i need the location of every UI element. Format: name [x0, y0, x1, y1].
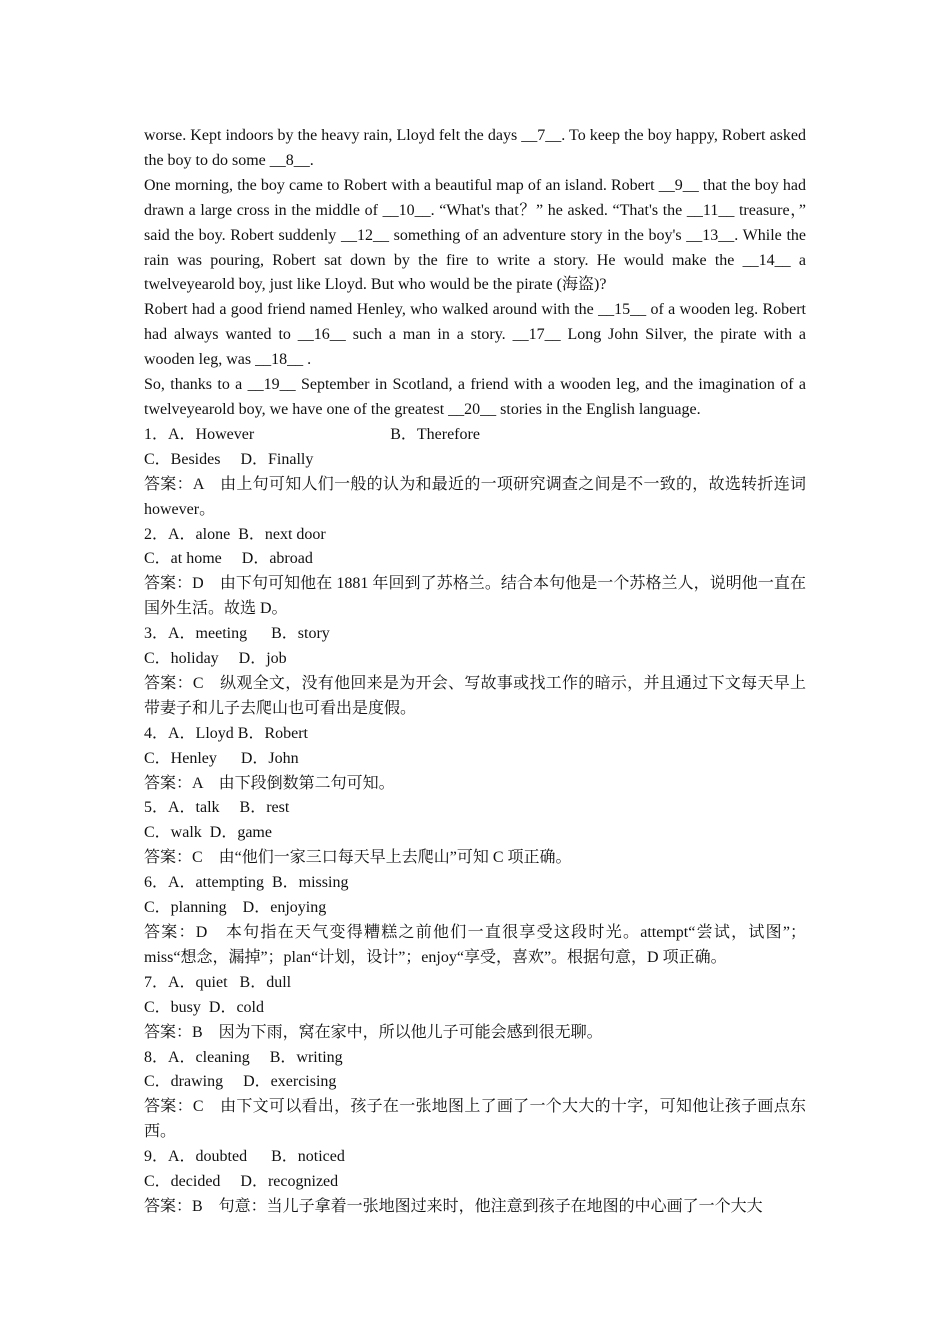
question-options-line: C．busy D．cold: [144, 998, 265, 1016]
question-options-line: 8．A．cleaning B．writing: [144, 1048, 343, 1066]
question-options-line: 3．A．meeting B．story: [144, 625, 330, 643]
question-options-line: C．walk D．game: [144, 824, 272, 842]
question-options-line: 1．A．However B．Therefore: [144, 425, 480, 443]
question-options-line: C．at home D．abroad: [144, 550, 313, 568]
document-page: [144, 124, 806, 1220]
question-options-line: C．planning D．enjoying: [144, 899, 327, 917]
answer-explanation: 答案：C 由“他们一家三口每天早上去爬山”可知 C 项正确。: [144, 849, 572, 867]
answer-explanation: 答案：C 纵观全文，没有他回来是为开会、写故事或找工作的暗示，并且通过下文每天早上带妻子和儿子去爬山也可看出是度假。: [144, 674, 806, 717]
answer-explanation: 答案：D 由下句可知他在 1881 年回到了苏格兰。结合本句他是一个苏格兰人，说明他一直在国外生活。故选 D。: [144, 575, 806, 618]
question-4: [144, 722, 806, 797]
passage-paragraph: So, thanks to a __19__ September in Scotland, a friend with a wooden leg, and the imagination of a twelveyearold boy, we have one of the greatest __20__ stories in the English language.: [144, 376, 806, 418]
question-9: [144, 1145, 806, 1220]
question-7: [144, 971, 806, 1046]
question-options-line: C．drawing D．exercising: [144, 1073, 337, 1091]
question-options-line: 2．A．alone B．next door: [144, 525, 326, 543]
question-6: [144, 871, 806, 971]
question-options-line: 7．A．quiet B．dull: [144, 973, 292, 991]
question-options-line: C．Henley D．John: [144, 749, 299, 767]
answer-explanation: 答案：A 由下段倒数第二句可知。: [144, 774, 395, 792]
question-options-line: C．Besides D．Finally: [144, 450, 314, 468]
question-5: [144, 796, 806, 871]
question-options-line: 9．A．doubted B．noticed: [144, 1148, 345, 1166]
answer-explanation: 答案：B 因为下雨，窝在家中，所以他儿子可能会感到很无聊。: [144, 1023, 603, 1041]
question-options-line: 6．A．attempting B．missing: [144, 874, 349, 892]
passage-paragraph: Robert had a good friend named Henley, who walked around with the __15__ of a wooden leg. Robert had always wanted to __16__ such a man in a story. __17__ Long John Silver, the pirate with a wooden leg, was __18__ .: [144, 301, 806, 369]
question-options-line: C．decided D．recognized: [144, 1173, 339, 1191]
passage-paragraph: worse. Kept indoors by the heavy rain, Lloyd felt the days __7__. To keep the boy happy, Robert asked the boy to do some __8__.: [144, 127, 806, 169]
answer-explanation: 答案：A 由上句可知人们一般的认为和最近的一项研究调查之间是不一致的，故选转折连词 however。: [144, 475, 806, 518]
question-8: [144, 1046, 806, 1146]
answer-explanation: 答案：B 句意：当儿子拿着一张地图过来时，他注意到孩子在地图的中心画了一个大大: [144, 1197, 763, 1215]
passage-paragraph: One morning, the boy came to Robert with a beautiful map of an island. Robert __9__ that the boy had drawn a large cross in the middle of __10__. “What's that？” he asked. “That's the __11__ treasure，” said the boy. Robert suddenly __12__ something of an adventure story in the boy's __13__. While the rain was pouring, Robert sat down by the fire to write a story. He would make the __14__ a twelveyearold boy, just like Lloyd. But who would be the pirate (海盗)?: [144, 176, 806, 294]
question-1: [144, 423, 806, 523]
question-options-line: 4．A．Lloyd B．Robert: [144, 724, 308, 742]
question-2: [144, 523, 806, 623]
question-options-line: C．holiday D．job: [144, 650, 287, 668]
question-3: [144, 622, 806, 722]
answer-explanation: 答案：D 本句指在天气变得糟糕之前他们一直很享受这段时光。attempt“尝试，试图”；miss“想念，漏掉”；plan“计划，设计”；enjoy“享受，喜欢”。根据句意，D 项正确。: [144, 924, 806, 966]
answer-explanation: 答案：C 由下文可以看出，孩子在一张地图上了画了一个大大的十字，可知他让孩子画点东西。: [144, 1098, 806, 1141]
question-options-line: 5．A．talk B．rest: [144, 799, 290, 817]
